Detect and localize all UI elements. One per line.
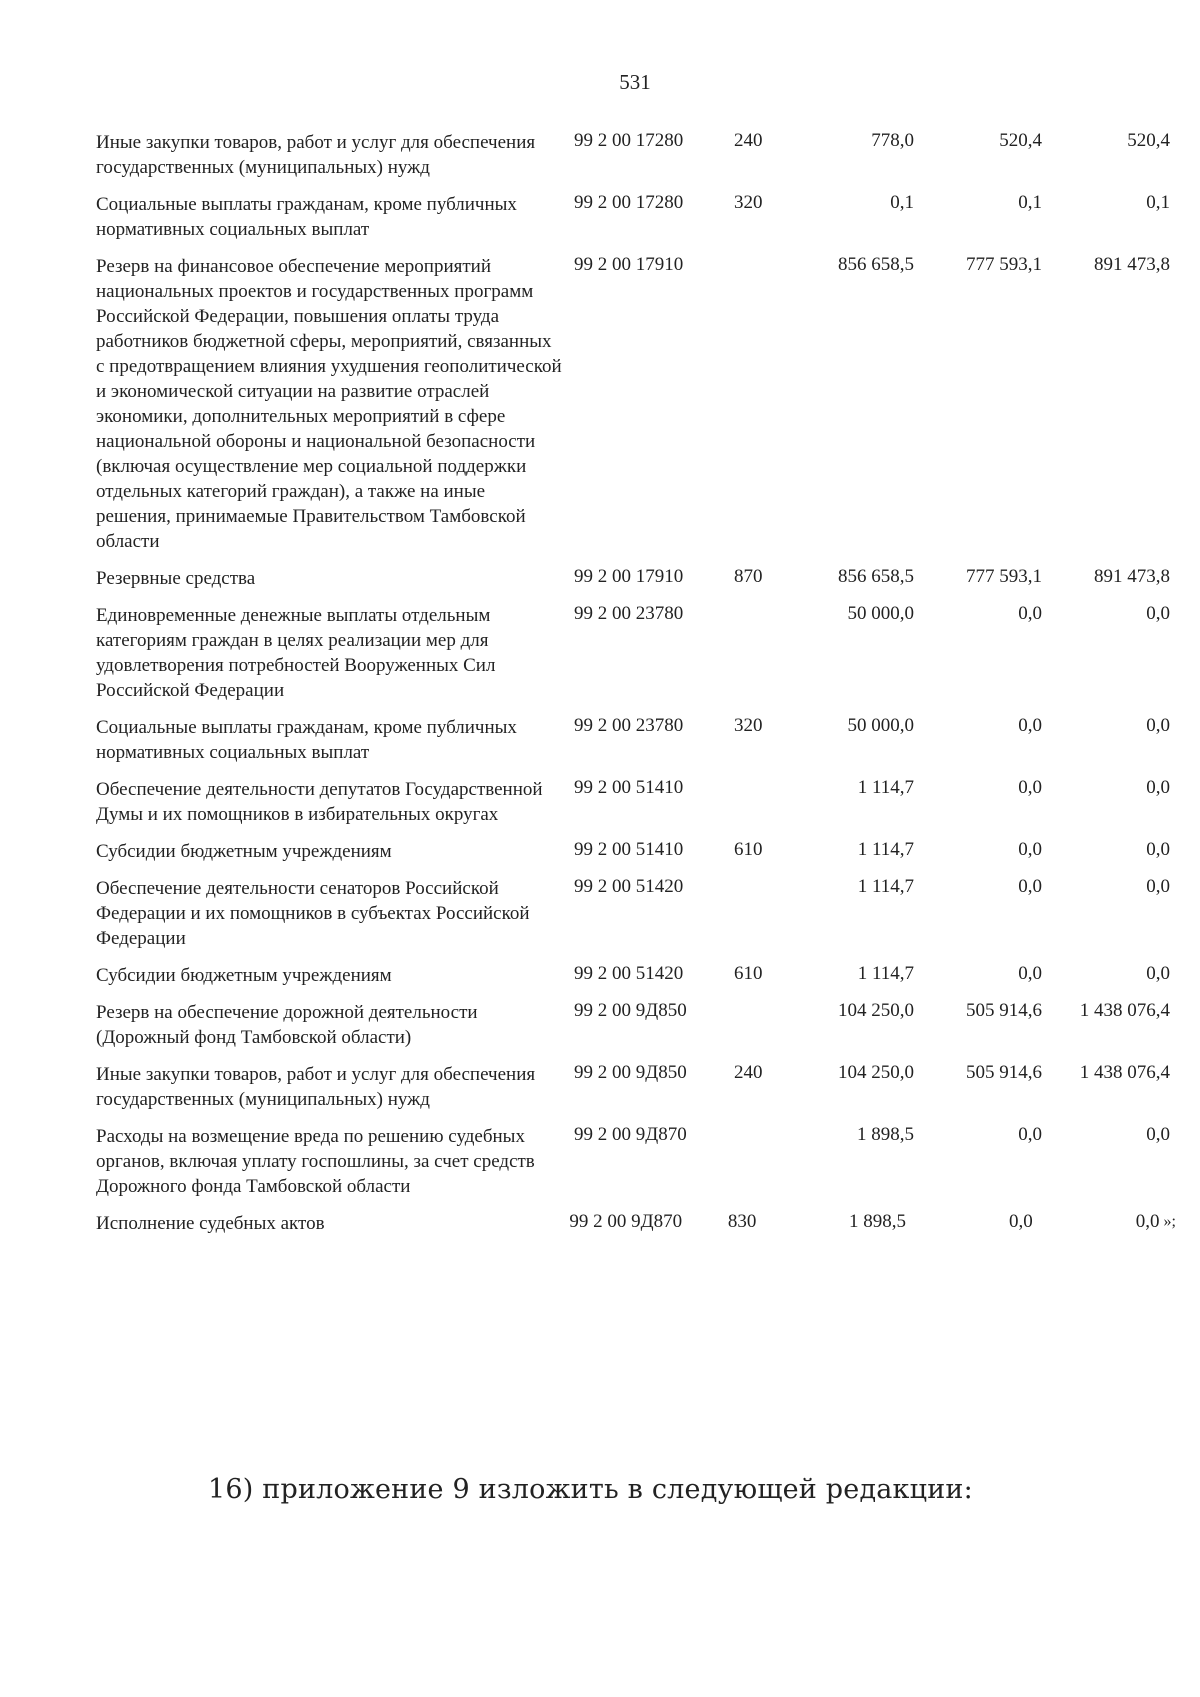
table-row — [96, 252, 1176, 554]
row-value-3: 0,0 — [1146, 603, 1170, 624]
row-description: Исполнение судебных актов — [96, 1213, 325, 1234]
row-value-1: 0,1 — [890, 192, 914, 213]
table-row — [96, 190, 1176, 242]
row-expense-type: 830 — [727, 1211, 757, 1232]
row-value-2: 520,4 — [999, 130, 1042, 151]
row-code: 99 2 00 51420 — [574, 963, 684, 984]
table-row — [96, 775, 1176, 827]
row-value-2: 777 593,1 — [966, 566, 1042, 587]
row-expense-type: 610 — [734, 963, 763, 984]
row-description: Единовременные денежные выплаты отдельным категориям граждан в целях реализации мер для удовлетворения потребностей Вооруженных Сил Российской Федерации — [96, 605, 496, 701]
row-description: Обеспечение деятельности сенаторов Российской Федерации и их помощников в субъектах Российской Федерации — [96, 878, 530, 949]
row-value-1: 1 114,7 — [857, 839, 914, 860]
row-value-1: 1 114,7 — [857, 876, 914, 897]
row-description: Социальные выплаты гражданам, кроме публичных нормативных социальных выплат — [96, 717, 517, 763]
row-value-2: 0,0 — [1018, 603, 1042, 624]
row-expense-type: 870 — [734, 566, 763, 587]
row-value-2: 505 914,6 — [966, 1062, 1042, 1083]
row-value-3: 1 438 076,4 — [1079, 1000, 1170, 1021]
row-value-2: 0,0 — [1018, 1124, 1042, 1145]
row-code: 99 2 00 17280 — [574, 130, 684, 151]
row-code: 99 2 00 17910 — [574, 566, 684, 587]
row-value-2: 505 914,6 — [966, 1000, 1042, 1021]
table-row — [96, 998, 1176, 1050]
row-value-3: 0,0 — [1146, 876, 1170, 897]
row-expense-type: 240 — [734, 1062, 763, 1083]
row-value-2: 0,0 — [1009, 1211, 1033, 1232]
row-description: Иные закупки товаров, работ и услуг для обеспечения государственных (муниципальных) нужд — [96, 1064, 536, 1110]
page-number: 531 — [619, 70, 651, 94]
row-value-3: 1 438 076,4 — [1079, 1062, 1170, 1083]
row-value-1: 1 114,7 — [857, 777, 914, 798]
table-row — [96, 601, 1176, 703]
row-expense-type: 610 — [734, 839, 763, 860]
row-expense-type: 320 — [734, 192, 763, 213]
row-code: 99 2 00 51410 — [574, 839, 684, 860]
row-value-3: 0,0 — [1146, 1124, 1170, 1145]
row-value-1: 1 898,5 — [849, 1211, 907, 1232]
row-code: 99 2 00 9Д850 — [574, 1000, 687, 1021]
row-code: 99 2 00 9Д870 — [569, 1211, 683, 1232]
row-value-2: 777 593,1 — [966, 254, 1042, 275]
closing-quote-mark: »; — [1163, 1213, 1176, 1230]
row-code: 99 2 00 17910 — [574, 254, 684, 275]
table-row — [96, 128, 1176, 180]
row-value-1: 104 250,0 — [838, 1062, 914, 1083]
row-value-2: 0,0 — [1018, 715, 1042, 736]
table-row — [96, 713, 1176, 765]
row-code: 99 2 00 9Д850 — [574, 1062, 687, 1083]
row-value-3: 0,0 — [1146, 839, 1170, 860]
row-value-3: 0,0 — [1146, 715, 1170, 736]
row-value-1: 856 658,5 — [838, 254, 914, 275]
row-value-3: 0,1 — [1146, 192, 1170, 213]
row-value-2: 0,0 — [1018, 777, 1042, 798]
row-code: 99 2 00 23780 — [574, 715, 684, 736]
row-value-1: 856 658,5 — [838, 566, 914, 587]
row-value-1: 50 000,0 — [847, 603, 914, 624]
table-row — [96, 1122, 1176, 1199]
closing-paragraph: 16) приложение 9 изложить в следующей редакции: — [208, 1474, 973, 1505]
table-row — [96, 564, 1176, 591]
row-description: Субсидии бюджетным учреждениям — [96, 965, 392, 986]
row-value-1: 50 000,0 — [847, 715, 914, 736]
row-value-3: 520,4 — [1127, 130, 1170, 151]
table-row — [96, 1209, 1176, 1236]
row-value-2: 0,0 — [1018, 876, 1042, 897]
row-description: Резерв на финансовое обеспечение мероприятий национальных проектов и государственных программ Российской Федерации, повышения оплаты труда работников бюджетной сферы, мероприятий, связанных с предотвращением влияния ухудшения геополитической и экономической ситуации на развитие отраслей экономики, дополнительных мероприятий в сфере национальной обороны и национальной безопасности (включая осуществление мер социальной поддержки отдельных категорий граждан), а также на иные решения, принимаемые Правительством Тамбовской области — [96, 256, 562, 552]
row-description: Расходы на возмещение вреда по решению судебных органов, включая уплату госпошлины, за счет средств Дорожного фонда Тамбовской области — [96, 1126, 535, 1197]
row-description: Обеспечение деятельности депутатов Государственной Думы и их помощников в избирательных округах — [96, 779, 543, 825]
row-value-1: 778,0 — [871, 130, 914, 151]
row-value-3: 0,0 — [1135, 1211, 1160, 1232]
row-code: 99 2 00 51410 — [574, 777, 684, 798]
row-expense-type: 320 — [734, 715, 763, 736]
row-code: 99 2 00 17280 — [574, 192, 684, 213]
row-value-1: 1 114,7 — [857, 963, 914, 984]
row-description: Субсидии бюджетным учреждениям — [96, 841, 392, 862]
table-row — [96, 1060, 1176, 1112]
row-value-2: 0,0 — [1018, 963, 1042, 984]
row-code: 99 2 00 23780 — [574, 603, 684, 624]
row-value-3: 891 473,8 — [1094, 566, 1170, 587]
row-value-2: 0,0 — [1018, 839, 1042, 860]
budget-table — [96, 128, 1176, 1246]
row-value-3: 0,0 — [1146, 963, 1170, 984]
row-code: 99 2 00 9Д870 — [574, 1124, 687, 1145]
row-value-3: 0,0 — [1146, 777, 1170, 798]
row-value-1: 1 898,5 — [857, 1124, 914, 1145]
row-value-1: 104 250,0 — [838, 1000, 914, 1021]
row-description: Иные закупки товаров, работ и услуг для обеспечения государственных (муниципальных) нужд — [96, 132, 536, 178]
row-value-3: 891 473,8 — [1094, 254, 1170, 275]
row-description: Резервные средства — [96, 568, 256, 589]
table-row — [96, 874, 1176, 951]
row-code: 99 2 00 51420 — [574, 876, 684, 897]
table-row — [96, 837, 1176, 864]
row-value-2: 0,1 — [1018, 192, 1042, 213]
row-expense-type: 240 — [734, 130, 763, 151]
table-row — [96, 961, 1176, 988]
row-description: Социальные выплаты гражданам, кроме публичных нормативных социальных выплат — [96, 194, 517, 240]
row-description: Резерв на обеспечение дорожной деятельности (Дорожный фонд Тамбовской области) — [96, 1002, 478, 1048]
